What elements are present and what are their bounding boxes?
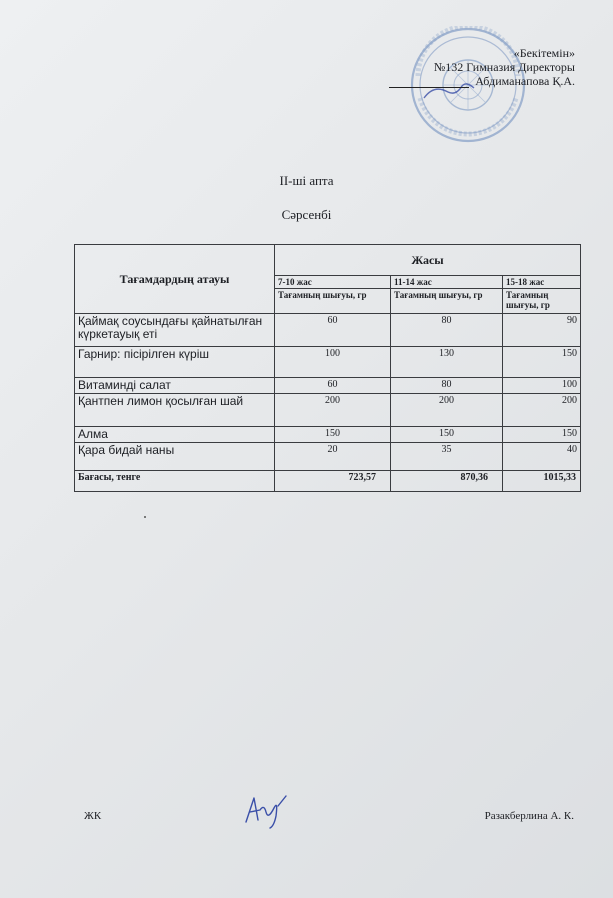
total-label: Бағасы, тенге [75,471,275,492]
table-header-row [75,245,581,276]
dish-name: Гарнир: пісірілген күріш [75,347,275,378]
portion-value: 150 [391,427,503,443]
footer-right-name: Разакберлина А. К. [484,810,574,822]
portion-value: 200 [391,394,503,427]
portion-value: 130 [391,347,503,378]
portion-value: 100 [275,347,391,378]
portion-value: 90 [503,314,581,347]
portion-value: 200 [275,394,391,427]
table-row [75,347,581,378]
portion-value: 80 [391,314,503,347]
table-row [75,427,581,443]
age-group-cell: 7-10 жас [275,276,391,289]
portion-value: 80 [391,378,503,394]
approval-position: №132 Гимназия Директоры [433,60,575,74]
portion-value: 35 [391,443,503,471]
portion-header: Тағамның шығуы, гр [275,289,391,314]
menu-table [74,244,581,492]
portion-value: 20 [275,443,391,471]
portion-value: 200 [503,394,581,427]
portion-value: 150 [503,347,581,378]
total-row [75,471,581,492]
dish-name: Қаймақ соусындағы қайнатылған күркетауық еті [75,314,275,347]
portion-value: 40 [503,443,581,471]
dish-name: Қара бидай наны [75,443,275,471]
age-group-cell: 15-18 жас [503,276,581,289]
week-title: ІІ-ші апта [279,173,334,188]
footer-left-label: ЖК [84,810,102,822]
dish-name: Қантпен лимон қосылған шай [75,394,275,427]
day-title: Сәрсенбі [281,207,332,222]
dish-name: Витаминді салат [75,378,275,394]
portion-value: 100 [503,378,581,394]
approval-name: Абдиманапова Қ.А. [475,74,575,88]
approval-title: «Бекітемін» [513,46,575,60]
portion-value: 150 [275,427,391,443]
dish-name-header: Тағамдардың атауы [75,245,275,314]
signature-underline [389,75,469,88]
approval-sign-line [389,74,575,88]
portion-header: Тағамның шығуы, гр [503,289,581,314]
approval-block [389,46,575,88]
total-value: 723,57 [275,471,391,492]
table-row [75,394,581,427]
handwritten-signature [240,790,292,830]
portion-header: Тағамның шығуы, гр [391,289,503,314]
age-group-cell: 11-14 жас [391,276,503,289]
age-header: Жасы [275,245,581,276]
portion-value: 60 [275,314,391,347]
total-value: 1015,33 [503,471,581,492]
total-value: 870,36 [391,471,503,492]
table-row [75,314,581,347]
paper-speck [144,516,146,518]
portion-value: 150 [503,427,581,443]
portion-value: 60 [275,378,391,394]
table-row [75,378,581,394]
table-row [75,443,581,471]
dish-name: Алма [75,427,275,443]
